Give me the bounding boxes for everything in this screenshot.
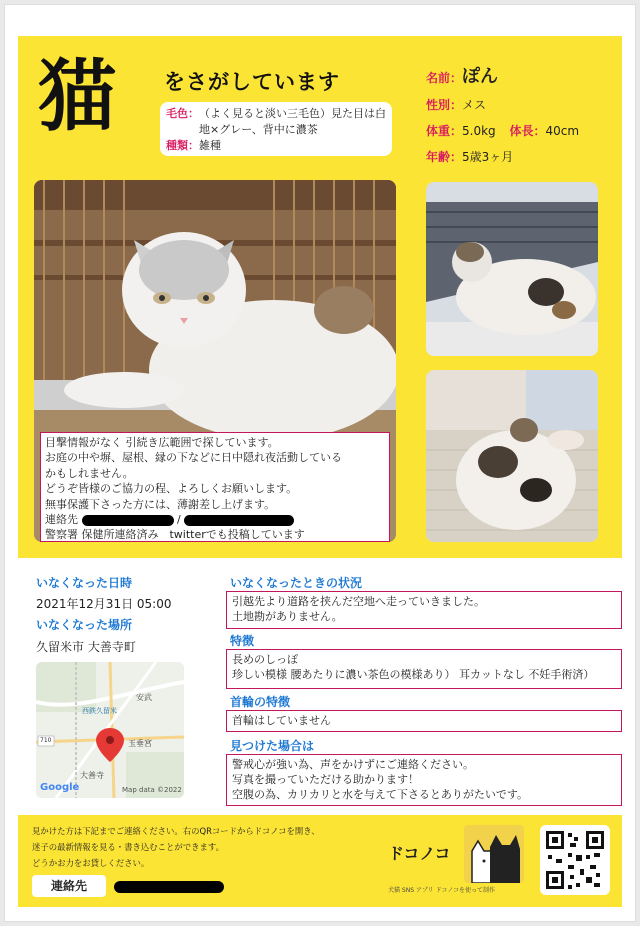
redacted-contact bbox=[82, 515, 174, 526]
situation-line-2: 土地勘がありません。 bbox=[232, 610, 343, 623]
desc-line-4: どうぞ皆様のご協力の程、よろしくお願いします。 bbox=[45, 482, 298, 496]
features-line-2: 珍しい模様 腰あたりに濃い茶色の模様あり） 耳カットなし 不妊手術済） bbox=[232, 668, 595, 681]
situation-box bbox=[226, 591, 622, 629]
features-title: 特徴 bbox=[230, 634, 255, 648]
features-line-1: 長めのしっぽ bbox=[232, 653, 298, 666]
collar-box bbox=[226, 710, 622, 732]
found-line-3: 空腹の為、カリカリと水を与えて下さるとありがたいです。 bbox=[232, 788, 529, 801]
map-label-tamadare: 玉垂宮 bbox=[128, 739, 152, 748]
name-label: 名前： bbox=[426, 71, 463, 85]
length-value: 40cm bbox=[545, 124, 580, 138]
desc-line-1: 目撃情報がなく 引続き広範囲で探しています。 bbox=[45, 436, 279, 449]
desc-line-3: かもしれません。 bbox=[45, 466, 134, 480]
sex-value: メス bbox=[462, 98, 487, 112]
footer-panel bbox=[18, 815, 622, 907]
found-box bbox=[226, 754, 622, 806]
footer-line-3: どうかお力をお貸しください。 bbox=[32, 858, 150, 868]
age-value: 5歳3ヶ月 bbox=[462, 150, 514, 164]
breed-value: 雑種 bbox=[199, 139, 221, 152]
footer-line-2: 迷子の最新情報を見る・書き込むことができます。 bbox=[32, 842, 224, 852]
age-label: 年齢： bbox=[426, 150, 463, 164]
lost-date-title: いなくなった日時 bbox=[36, 576, 133, 590]
desc-contact bbox=[45, 512, 385, 527]
map-label-daizen: 大善寺 bbox=[80, 771, 104, 780]
name-row bbox=[426, 62, 498, 88]
desc-line-5: 無事保護下さった方には、薄謝差し上げます。 bbox=[45, 497, 276, 511]
fur-value: （よく見ると淡い三毛色）見た目は白地×グレー、背中に濃茶 bbox=[199, 107, 386, 136]
location-map[interactable] bbox=[36, 662, 184, 798]
age-row bbox=[426, 148, 513, 165]
sex-row bbox=[426, 96, 486, 113]
lost-place: 久留米市 大善寺町 bbox=[36, 640, 136, 654]
found-line-1: 警戒心が強い為、声をかけずにご連絡ください。 bbox=[232, 758, 474, 771]
lost-place-title: いなくなった場所 bbox=[36, 618, 133, 632]
collar-value: 首輪はしていません bbox=[232, 714, 331, 727]
features-box bbox=[226, 649, 622, 689]
redacted-contact bbox=[184, 515, 294, 526]
fur-row bbox=[166, 106, 386, 138]
qr-code[interactable] bbox=[540, 825, 610, 895]
map-credit: Map data ©2022 bbox=[122, 786, 182, 794]
breed-row bbox=[166, 138, 386, 154]
lost-date: 2021年12月31日 05:00 bbox=[36, 597, 172, 611]
info-box bbox=[160, 102, 392, 156]
description-box bbox=[40, 432, 390, 542]
weight-value: 5.0kg bbox=[462, 124, 496, 138]
length-label: 体長： bbox=[509, 124, 546, 138]
google-logo: Google bbox=[40, 782, 80, 793]
desc-police: 警察署 保健所連絡済み twitterでも投稿しています bbox=[45, 528, 305, 542]
situation-line-1: 引越先より道路を挟んだ空地へ走っていきました。 bbox=[232, 595, 485, 608]
map-label-anshi: 安武 bbox=[136, 693, 152, 702]
fur-label: 毛色： bbox=[166, 107, 199, 120]
sex-label: 性別： bbox=[426, 98, 463, 112]
found-title: 見つけた場合は bbox=[230, 739, 315, 753]
contact-button[interactable]: 連絡先 bbox=[32, 875, 106, 897]
headline: をさがしています bbox=[164, 70, 340, 94]
situation-title: いなくなったときの状況 bbox=[230, 576, 363, 590]
collar-title: 首輪の特徴 bbox=[230, 695, 291, 709]
name-value: ぽん bbox=[462, 66, 499, 87]
brand-caption: 犬猫 SNS アプリ ドコノコを使って制作 bbox=[388, 887, 496, 894]
map-route-label: 710 bbox=[40, 737, 52, 744]
weight-label: 体重： bbox=[426, 124, 463, 138]
map-label-nishi: 西鉄久留米 bbox=[82, 707, 117, 715]
title-char: 猫 bbox=[38, 52, 117, 142]
cats-logo-icon bbox=[464, 825, 524, 883]
footer-text bbox=[32, 823, 320, 871]
found-line-2: 写真を撮っていただける助かります！ bbox=[232, 773, 419, 786]
cat-photo-roof bbox=[426, 182, 598, 356]
contact-separator: / bbox=[177, 513, 181, 527]
footer-line-1: 見かけた方は下記までご連絡ください。右のQRコードからドコノコを開き、 bbox=[32, 826, 320, 836]
size-row bbox=[426, 122, 579, 139]
brand-logo: ドコノコ bbox=[388, 844, 451, 863]
contact-label: 連絡先 bbox=[45, 513, 78, 527]
breed-label: 種類： bbox=[166, 139, 199, 152]
desc-line-2: お庭の中や塀、屋根、縁の下などに日中隠れ夜活動している bbox=[45, 451, 342, 465]
cat-photo-bed bbox=[426, 370, 598, 542]
redacted-contact bbox=[114, 881, 224, 893]
